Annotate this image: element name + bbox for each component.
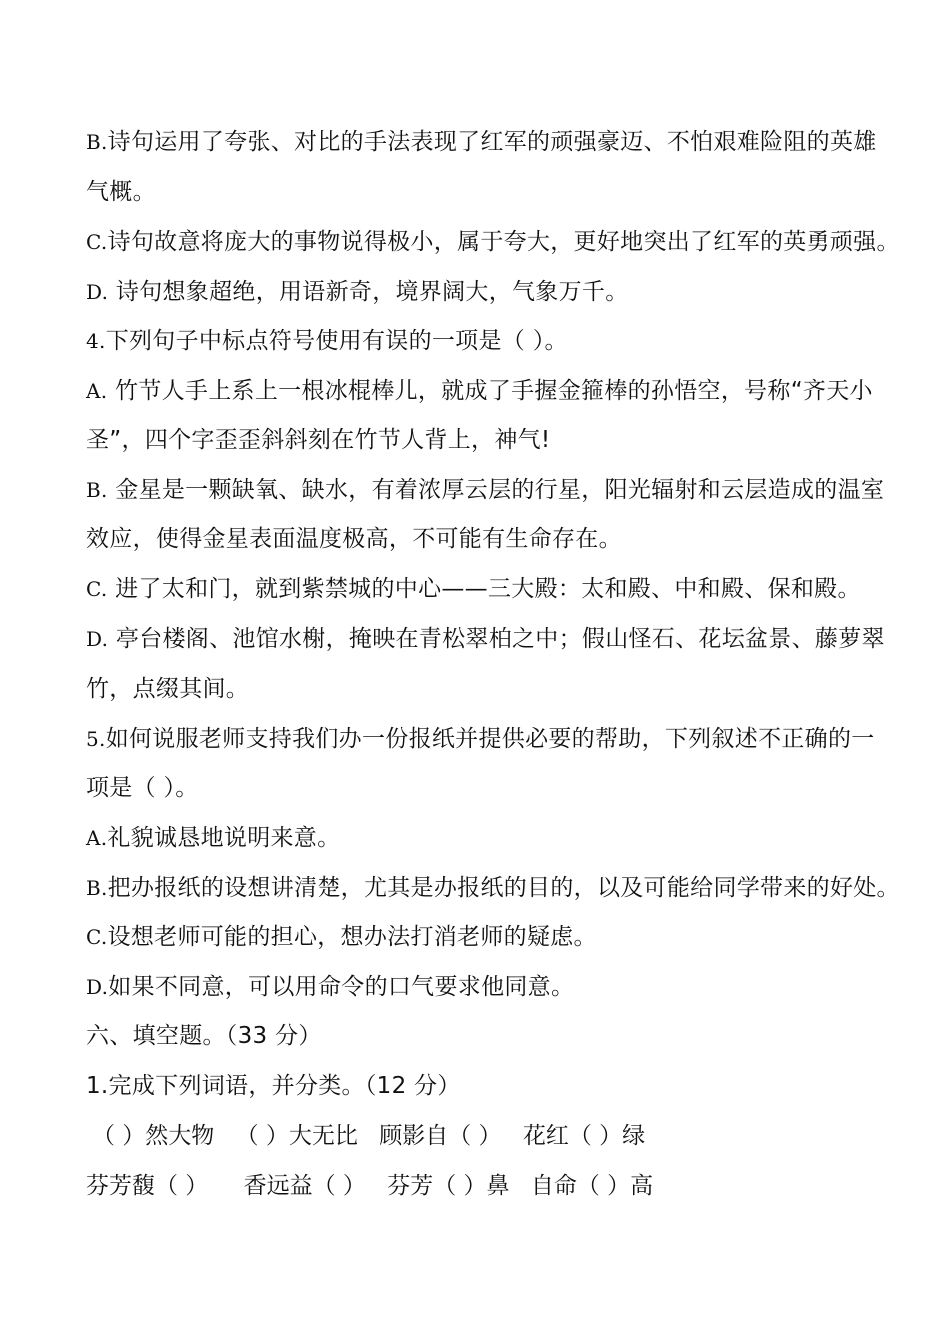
q5-stem-line1 — [86, 724, 890, 754]
fill-blank-row-1 — [92, 1121, 659, 1151]
option-label: D. — [86, 280, 109, 304]
q5-option-c — [86, 922, 890, 952]
q5-option-a — [86, 823, 890, 853]
question-number: 5. — [86, 727, 106, 751]
option-label: B. — [86, 478, 108, 502]
q4-option-a-line2: 圣”，四个字歪歪斜斜刻在竹节人背上，神气! — [86, 427, 551, 453]
option-text: 金星是一颗缺氧、缺水，有着浓厚云层的行星，阳光辐射和云层造成的温室 — [107, 477, 885, 503]
q3-option-d — [86, 277, 890, 307]
q5-option-d — [86, 972, 890, 1002]
fill-blank-item: 顾影自（ ） — [379, 1123, 502, 1149]
fill-blank-item: （ ）大无比 — [235, 1123, 358, 1149]
option-label: A. — [86, 379, 108, 403]
question-text: 下列句子中标点符号使用有误的一项是（ ）。 — [105, 328, 568, 354]
option-text: 诗句运用了夸张、对比的手法表现了红军的顽强豪迈、不怕艰难险阻的英雄 — [107, 129, 877, 155]
q3-option-b-line2: 气概。 — [86, 179, 156, 205]
option-text: 如果不同意，可以用命令的口气要求他同意。 — [108, 974, 575, 1000]
option-label: B. — [86, 130, 108, 154]
q4-stem — [86, 326, 890, 356]
option-text: 亭台楼阁、池馆水榭，掩映在青松翠柏之中；假山怪石、花坛盆景、藤萝翠 — [108, 626, 885, 652]
fill-blank-item: 香远益（ ） — [243, 1173, 366, 1199]
option-label: D. — [86, 975, 109, 999]
option-label: C. — [86, 230, 108, 254]
q4-option-c — [86, 574, 890, 604]
option-label: D. — [86, 627, 109, 651]
option-label: A. — [86, 826, 108, 850]
fill-blank-item: （ ）然大物 — [92, 1123, 215, 1149]
section-heading: 六、填空题。（33 分） — [86, 1023, 322, 1049]
option-text: 礼貌诚恳地说明来意。 — [107, 825, 341, 851]
fill-blank-item: 自命（ ）高 — [530, 1173, 654, 1199]
fill-blank-item: 花红（ ）绿 — [522, 1123, 646, 1149]
fill-blank-item: 芬芳（ ）鼻 — [387, 1173, 510, 1199]
q5-option-b — [86, 873, 900, 903]
q4-option-b-line1 — [86, 475, 890, 505]
q3-option-c — [86, 227, 900, 257]
fill-blank-row-2 — [86, 1171, 667, 1201]
fill-blank-item: 芬芳馥（ ） — [86, 1173, 209, 1199]
option-text: 诗句想象超绝，用语新奇，境界阔大，气象万千。 — [108, 279, 629, 305]
q4-option-d-line1 — [86, 624, 890, 654]
option-text: 把办报纸的设想讲清楚，尤其是办报纸的目的，以及可能给同学带来的好处。 — [107, 875, 900, 901]
q4-option-d-line2: 竹，点缀其间。 — [86, 676, 250, 702]
q5-stem-line2: 项是（ ）。 — [86, 775, 199, 801]
option-text: 进了太和门，就到紫禁城的中心——三大殿：太和殿、中和殿、保和殿。 — [107, 576, 861, 602]
q3-option-b-line1 — [86, 127, 890, 157]
section-question-1: 1.完成下列词语，并分类。（12 分） — [86, 1073, 461, 1099]
q4-option-a-line1 — [86, 376, 890, 406]
option-label: B. — [86, 876, 108, 900]
question-number: 4. — [86, 329, 106, 353]
option-label: C. — [86, 577, 108, 601]
option-text: 设想老师可能的担心，想办法打消老师的疑虑。 — [107, 924, 597, 950]
option-text: 诗句故意将庞大的事物说得极小，属于夸大，更好地突出了红军的英勇顽强。 — [107, 229, 900, 255]
q4-option-b-line2: 效应，使得金星表面温度极高，不可能有生命存在。 — [86, 526, 622, 552]
question-text: 如何说服老师支持我们办一份报纸并提供必要的帮助，下列叙述不正确的一 — [105, 726, 875, 752]
option-label: C. — [86, 925, 108, 949]
option-text: 竹节人手上系上一根冰棍棒儿，就成了手握金箍棒的孙悟空，号称“齐天小 — [107, 378, 873, 404]
